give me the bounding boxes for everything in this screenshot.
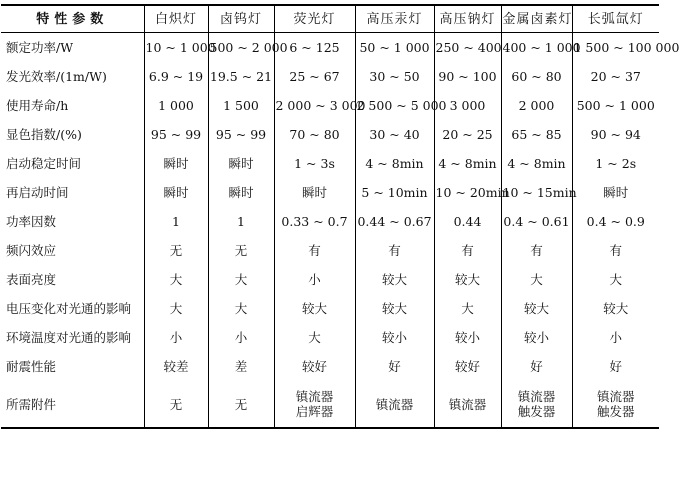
- row-param-label: 再启动时间: [1, 178, 144, 207]
- table-cell: 小: [274, 265, 355, 294]
- table-cell: 4 ~ 8min: [434, 149, 501, 178]
- table-cell: 19.5 ~ 21: [208, 62, 274, 91]
- table-cell: 无: [208, 236, 274, 265]
- table-cell: 0.44: [434, 207, 501, 236]
- table-cell: 2 500 ~ 5 000: [355, 91, 434, 120]
- table-cell: 有: [355, 236, 434, 265]
- row-param-label: 表面亮度: [1, 265, 144, 294]
- table-cell: 较大: [274, 294, 355, 323]
- table-row: [1, 352, 659, 381]
- table-cell: 4 ~ 8min: [355, 149, 434, 178]
- table-cell: 瞬时: [144, 149, 208, 178]
- table-cell: 好: [501, 352, 572, 381]
- table-cell: 10 ~ 20min: [434, 178, 501, 207]
- table-cell: 90 ~ 94: [590, 127, 641, 142]
- table-cell: 65 ~ 85: [501, 120, 572, 149]
- cell-line: 镇流器: [596, 389, 635, 404]
- table-cell: 好: [355, 352, 434, 381]
- cell-line: 触发器: [517, 404, 556, 419]
- table-cell: 较小: [501, 323, 572, 352]
- table-cell: 1 000: [144, 91, 208, 120]
- table-row: [1, 91, 659, 120]
- table-body: [1, 33, 679, 429]
- table-cell: 20 ~ 37: [590, 69, 641, 84]
- table-cell: 10 ~ 1 000: [144, 33, 208, 63]
- table-row: [1, 149, 659, 178]
- table-row: [1, 294, 659, 323]
- table-cell: 小: [208, 323, 274, 352]
- table-cell: 瞬时: [603, 185, 629, 200]
- table-cell: 1: [208, 207, 274, 236]
- table-cell: 500 ~ 1 000: [576, 98, 655, 113]
- table-cell: 较大: [603, 301, 629, 316]
- table-row: [1, 381, 659, 428]
- row-param-label: 使用寿命/h: [1, 91, 144, 120]
- table-cell: 10 ~ 15min: [501, 178, 572, 207]
- table-cell: 镇流器: [355, 381, 434, 428]
- cell-line: 镇流器: [517, 389, 556, 404]
- table-cell: 较大: [355, 265, 434, 294]
- table-cell: 较大: [501, 294, 572, 323]
- table-row: [1, 236, 659, 265]
- table-cell: 无: [144, 236, 208, 265]
- table-cell: 瞬时: [208, 178, 274, 207]
- table-cell: 大: [434, 294, 501, 323]
- table-cell: 有: [434, 236, 501, 265]
- table-cell: 250 ~ 400: [434, 33, 501, 63]
- row-param-label: 耐震性能: [1, 352, 144, 381]
- column-header-param: 特性参数: [1, 5, 144, 33]
- table-cell: 大: [208, 265, 274, 294]
- table-cell: 大: [609, 272, 622, 287]
- column-header-lamp: 金属卤素灯: [501, 5, 572, 33]
- table-cell: 70 ~ 80: [274, 120, 355, 149]
- column-header-lamp: 白炽灯: [144, 5, 208, 33]
- table-cell: 较好: [274, 352, 355, 381]
- table-cell: 1 500: [208, 91, 274, 120]
- table-cell: 500 ~ 2 000: [208, 33, 274, 63]
- table-cell: 1 ~ 3s: [274, 149, 355, 178]
- column-header-lamp: 高压钠灯: [434, 5, 501, 33]
- table-cell: 5 ~ 10min: [355, 178, 434, 207]
- table-cell: 1 500 ~ 100 000: [573, 40, 679, 55]
- table-cell: 4 ~ 8min: [501, 149, 572, 178]
- table-cell: 有: [501, 236, 572, 265]
- table-row: [1, 323, 659, 352]
- cell-line: 镇流器: [295, 389, 334, 404]
- table-wrapper: [1, 4, 679, 429]
- table-cell: 50 ~ 1 000: [355, 33, 434, 63]
- row-param-label: 环境温度对光通的影响: [1, 323, 144, 352]
- table-row: [1, 62, 659, 91]
- table-cell: 30 ~ 40: [355, 120, 434, 149]
- table-cell: 大: [208, 294, 274, 323]
- table-cell: 60 ~ 80: [501, 62, 572, 91]
- table-cell: 大: [501, 265, 572, 294]
- row-param-label: 频闪效应: [1, 236, 144, 265]
- table-cell: 95 ~ 99: [208, 120, 274, 149]
- table-cell: 瞬时: [144, 178, 208, 207]
- table-cell: [572, 381, 659, 428]
- table-cell: [274, 381, 355, 428]
- table-cell: 镇流器: [434, 381, 501, 428]
- table-cell: 0.33 ~ 0.7: [274, 207, 355, 236]
- table-cell: 2 000: [501, 91, 572, 120]
- table-cell: 1: [144, 207, 208, 236]
- table-cell: 瞬时: [208, 149, 274, 178]
- table-cell: 30 ~ 50: [355, 62, 434, 91]
- table-row: [1, 207, 659, 236]
- cell-line: 启辉器: [295, 404, 334, 419]
- table-row: [1, 265, 659, 294]
- table-cell: 有: [274, 236, 355, 265]
- cell-line: 触发器: [596, 404, 635, 419]
- row-param-label: 额定功率/W: [1, 33, 144, 63]
- table-cell: 3 000: [434, 91, 501, 120]
- table-cell: 400 ~ 1 000: [501, 33, 572, 63]
- table-cell: [501, 381, 572, 428]
- row-param-label: 显色指数/(%): [1, 120, 144, 149]
- table-cell: 0.4 ~ 0.9: [586, 214, 645, 229]
- table-cell: 90 ~ 100: [434, 62, 501, 91]
- table-cell: 6.9 ~ 19: [144, 62, 208, 91]
- row-param-label: 功率因数: [1, 207, 144, 236]
- row-param-label: 电压变化对光通的影响: [1, 294, 144, 323]
- table-row: [1, 120, 659, 149]
- row-param-label: 发光效率/(1m/W): [1, 62, 144, 91]
- table-cell: 95 ~ 99: [144, 120, 208, 149]
- table-row: [1, 33, 659, 63]
- table-cell: 大: [144, 294, 208, 323]
- table-row: [1, 178, 659, 207]
- table-cell: 较差: [144, 352, 208, 381]
- table-cell: 小: [144, 323, 208, 352]
- table-cell: 1 ~ 2s: [595, 156, 637, 171]
- table-cell: 大: [274, 323, 355, 352]
- table-cell: 较大: [355, 294, 434, 323]
- table-cell: 大: [144, 265, 208, 294]
- lamp-characteristics-table: [1, 4, 679, 429]
- table-cell: 无: [208, 381, 274, 428]
- row-param-label: 所需附件: [1, 381, 144, 428]
- table-cell: 差: [208, 352, 274, 381]
- table-cell: 小: [609, 330, 622, 345]
- table-cell: 0.44 ~ 0.67: [355, 207, 434, 236]
- table-cell: 较好: [434, 352, 501, 381]
- header-row: [1, 5, 659, 33]
- table-cell: 2 000 ~ 3 000: [274, 91, 355, 120]
- column-header-lamp: 卤钨灯: [208, 5, 274, 33]
- column-header-lamp: 高压汞灯: [355, 5, 434, 33]
- table-cell: 较大: [434, 265, 501, 294]
- column-header-lamp: 长弧氙灯: [572, 5, 659, 33]
- table-cell: 无: [144, 381, 208, 428]
- row-param-label: 启动稳定时间: [1, 149, 144, 178]
- table-cell: 较小: [355, 323, 434, 352]
- table-header: [1, 5, 659, 33]
- table-cell: 较小: [434, 323, 501, 352]
- table-cell: 瞬时: [274, 178, 355, 207]
- table-cell: 25 ~ 67: [274, 62, 355, 91]
- table-cell: 20 ~ 25: [434, 120, 501, 149]
- table-cell: 0.4 ~ 0.61: [501, 207, 572, 236]
- column-header-lamp: 荧光灯: [274, 5, 355, 33]
- table-cell: 有: [609, 243, 622, 258]
- table-cell: 6 ~ 125: [274, 33, 355, 63]
- table-cell: 好: [609, 359, 622, 374]
